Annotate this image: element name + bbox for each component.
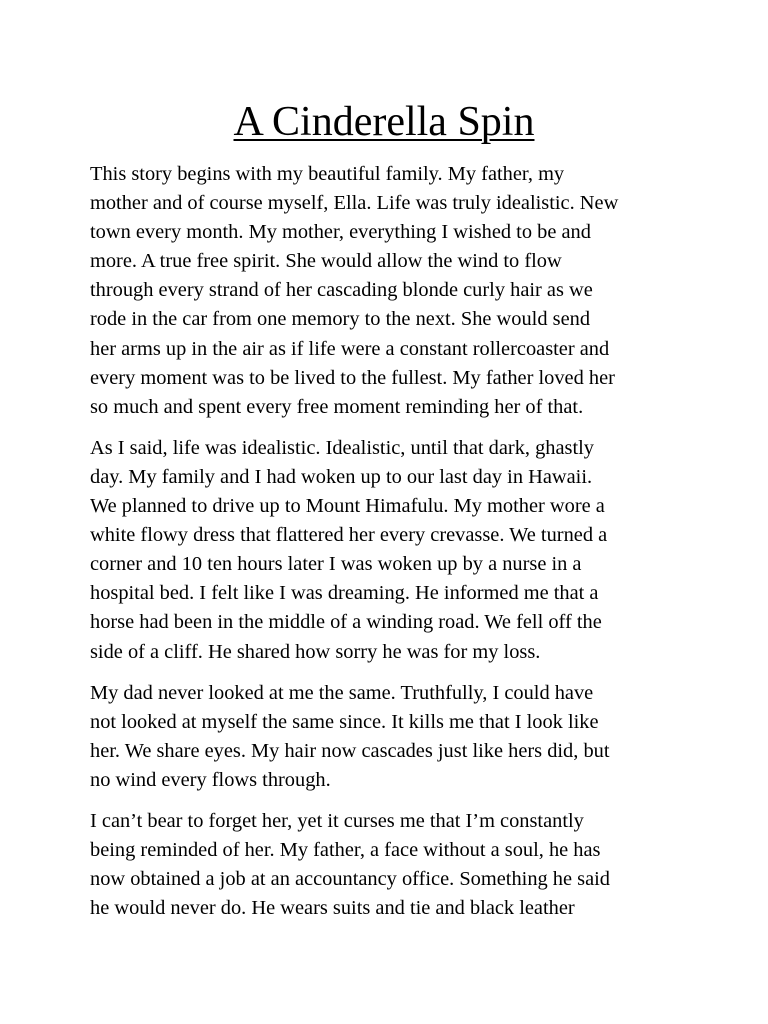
text-line: town every month. My mother, everything I wished to be and (90, 221, 591, 244)
text-line: her. We share eyes. My hair now cascades just like hers did, but (90, 739, 610, 762)
text-line: rode in the car from one memory to the next. She would send (90, 308, 591, 331)
text-line: I can’t bear to forget her, yet it curses me that I’m constantly (90, 809, 584, 832)
text-line: side of a cliff. He shared how sorry he was for my loss. (90, 640, 541, 663)
paragraph (90, 160, 690, 422)
text-line: mother and of course myself, Ella. Life was truly idealistic. New (90, 192, 619, 215)
text-line: being reminded of her. My father, a face without a soul, he has (90, 839, 601, 862)
text-line: not looked at myself the same since. It kills me that I look like (90, 710, 599, 733)
text-line: day. My family and I had woken up to our last day in Hawaii. (90, 465, 593, 488)
text-line: now obtained a job at an accountancy office. Something he said (90, 868, 610, 891)
text-line: As I said, life was idealistic. Idealistic, until that dark, ghastly (90, 436, 594, 459)
text-line: horse had been in the middle of a winding road. We fell off the (90, 611, 602, 634)
document-body (90, 160, 690, 935)
text-line: every moment was to be lived to the fullest. My father loved her (90, 366, 615, 389)
text-line: so much and spent every free moment reminding her of that. (90, 395, 584, 418)
text-line: corner and 10 ten hours later I was woken up by a nurse in a (90, 553, 582, 576)
paragraph (90, 807, 690, 923)
text-line: white flowy dress that flattered her every crevasse. We turned a (90, 524, 608, 547)
text-line: hospital bed. I felt like I was dreaming. He informed me that a (90, 582, 599, 605)
document-title: A Cinderella Spin (233, 99, 535, 145)
text-line: This story begins with my beautiful family. My father, my (90, 163, 565, 185)
text-line: We planned to drive up to Mount Himafulu. My mother wore a (90, 495, 605, 518)
text-line: he would never do. He wears suits and tie and black leather (90, 897, 575, 920)
text-line: her arms up in the air as if life were a constant rollercoaster and (90, 337, 610, 360)
paragraph (90, 679, 690, 795)
text-line: through every strand of her cascading blonde curly hair as we (90, 279, 593, 302)
text-line: My dad never looked at me the same. Truthfully, I could have (90, 681, 594, 704)
text-line: more. A true free spirit. She would allow the wind to flow (90, 250, 562, 273)
text-line: no wind every flows through. (90, 768, 331, 791)
paragraph (90, 434, 690, 667)
